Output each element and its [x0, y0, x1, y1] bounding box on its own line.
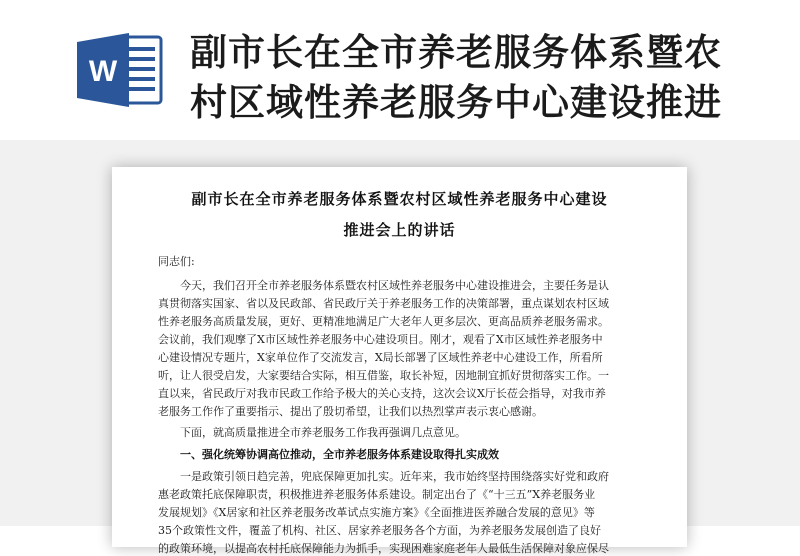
body-line: 发展规划》《X居家和社区养老服务改革试点实施方案》《全面推进医养融合发展的意见》等 — [158, 506, 595, 519]
body-line: 听，让人很受启发，大家要结合实际，相互借鉴，取长补短，因地制宜抓好贯彻落实工作。一 — [158, 369, 609, 382]
document-title-line-1: 副市长在全市养老服务体系暨农村区域性养老服务中心建设 — [191, 190, 608, 208]
banner-title-line-2: 村区域性养老服务中心建设推进 — [190, 81, 722, 124]
body-line: 下面，就高质量推进全市养老服务工作我再强调几点意见。 — [180, 426, 466, 439]
body-line: 性养老服务高质量发展，更好、更精准地满足广大老年人更多层次、更高品质养老服务需求。 — [158, 315, 609, 328]
body-line: 真贯彻落实国家、省以及民政部、省民政厅关于养老服务工作的决策部署，重点谋划农村区域 — [158, 297, 609, 310]
body-line: 会议前，我们观摩了X市区域性养老服务中心建设项目。刚才，观看了X市区域性养老服务中 — [158, 333, 603, 346]
document-page — [112, 167, 687, 555]
body-line: 的政策环境，以提高农村托底保障能力为抓手，实现困难家庭老年人最低生活保障对象应保尽 — [158, 542, 609, 555]
body-line: 心建设情况专题片，X家单位作了交流发言，X局长部署了区域性养老中心建设工作，所看所 — [158, 351, 603, 364]
body-line: 直以来，省民政厅对我市民政工作给予极大的关心支持，这次会议X厅长莅会指导，对我市养 — [158, 387, 606, 400]
banner-title — [190, 28, 790, 128]
body-line: 老服务工作作了重要指示、提出了殷切希望，让我们以热烈掌声表示衷心感谢。 — [158, 405, 543, 418]
body-line: 35个政策性文件，覆盖了机构、社区、居家养老服务各个方面，为养老服务发展创造了良好 — [158, 524, 601, 537]
salutation: 同志们: — [158, 255, 195, 268]
body-line: 惠老政策托底保障职责，积极推进养老服务体系建设。制定出台了《“十三五”X养老服务业 — [158, 488, 596, 501]
document-title-line-2: 推进会上的讲话 — [343, 221, 456, 239]
word-logo-icon — [77, 33, 163, 107]
section-heading: 一、强化统筹协调高位推动，全市养老服务体系建设取得扎实成效 — [180, 448, 499, 461]
banner-title-line-1: 副市长在全市养老服务体系暨农 — [190, 31, 722, 74]
body-line: 一是政策引领日趋完善，兜底保障更加扎实。近年来，我市始终坚持围绕落实好党和政府 — [180, 470, 609, 483]
banner — [0, 0, 800, 140]
body-line: 今天，我们召开全市养老服务体系暨农村区域性养老服务中心建设推进会，主要任务是认 — [180, 279, 609, 292]
word-logo-letter: W — [88, 55, 118, 88]
